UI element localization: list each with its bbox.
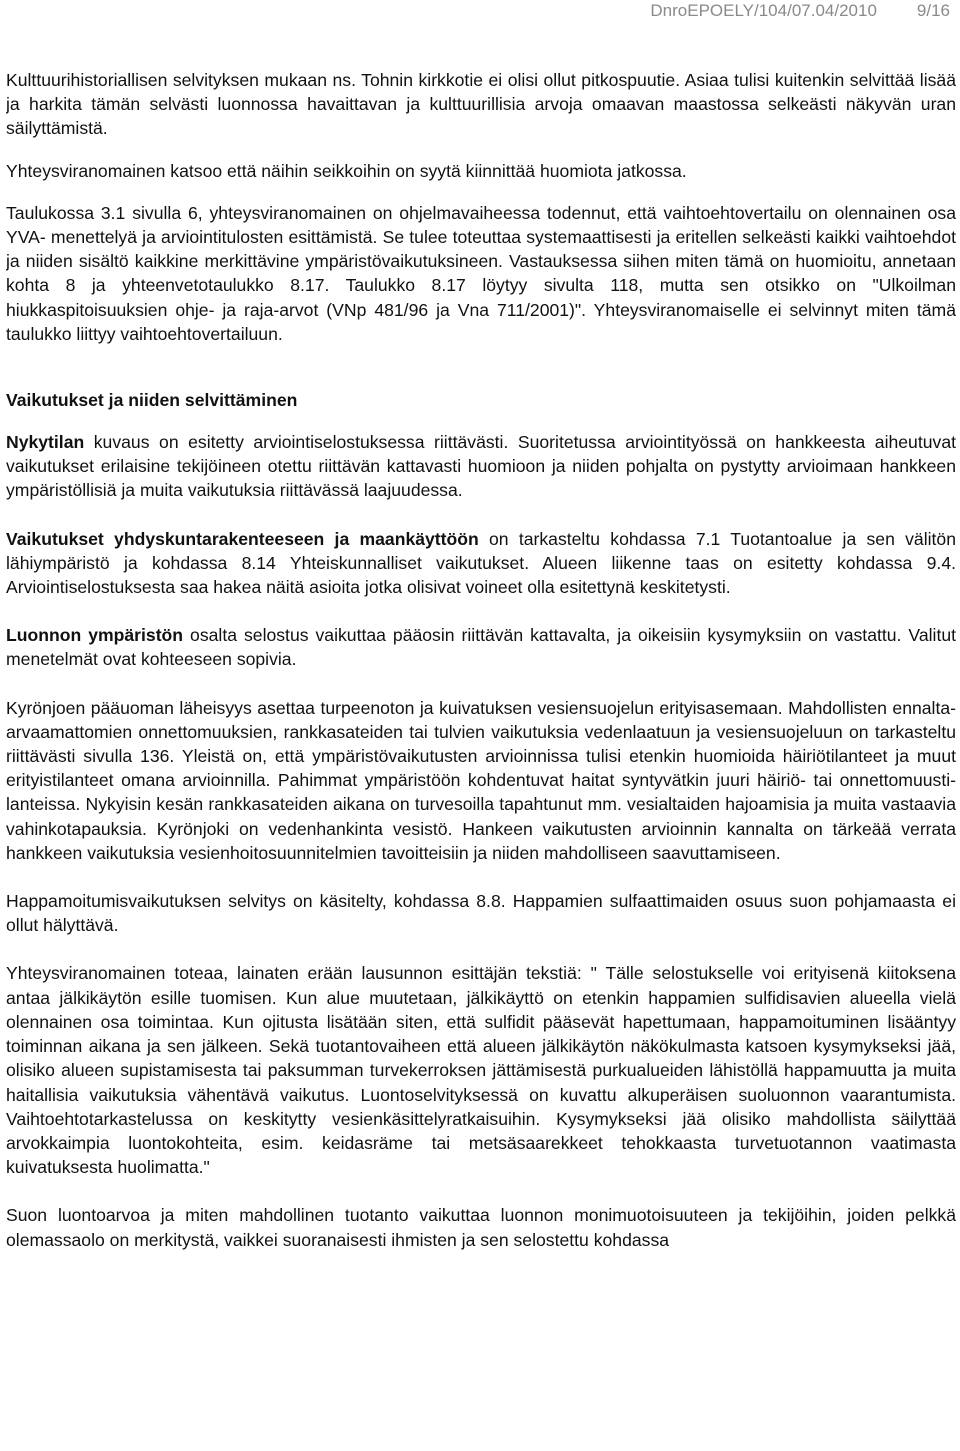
document-page <box>6 0 956 1451</box>
paragraph-yhdyskuntarakenne-lead: Vaikutukset yhdyskuntarakenteeseen ja maankäyttöön <box>6 528 479 549</box>
document-body <box>6 68 956 1252</box>
paragraph-happamoituminen: Happamoitumisvaikutuksen selvitys on käsitelty, kohdassa 8.8. Happamien sulfaattimaiden osuus suon pohjamaasta ei ollut hälyttävä. <box>6 891 956 936</box>
paragraph-yhdyskuntarakenne-text: on tarkasteltu kohdassa 7.1 Tuotantoalue ja sen välitön lähiympäristö ja kohdassa 8.14 Yhteiskunnalliset vaikutukset. Alueen liikenne taas on esitetty kohdassa 9.4. Arviointiselostuksesta saa hakea näitä asioita jotka olisivat voineet olla esitettynä keskitetysti. <box>6 528 956 598</box>
paragraph-luonnon-ymparisto-lead: Luonnon ympäristön <box>6 625 184 646</box>
page-number: 9/16 <box>916 1 950 20</box>
paragraph-yhdyskuntarakenne <box>6 527 956 600</box>
section-heading: Vaikutukset ja niiden selvittäminen <box>6 390 298 411</box>
paragraph-kirkkotie: Kulttuurihistoriallisen selvityksen mukaan ns. Tohnin kirkkotie ei olisi ollut pitkospuutie. Asiaa tulisi kuitenkin selvittää lisää ja harkita tämän selvästi luonnossa havaittavan ja kulttuurillisia arvoja omaavan maastossa selkeästi näkyvän uran säilyttämistä. <box>6 70 956 139</box>
paragraph-nykytila-text: kuvaus on esitetty arviointiselostuksessa riittävästi. Suoritetussa arviointityössä on hankkeesta aiheutuvat vaikutukset erilaisine tekijöineen otettu riittävän kattavasti huomioon ja niiden pohjalta on pystytty arvioimaan hankkeen ympäristöllisiä ja muita vaikutuksia riittävässä laajuudessa. <box>6 432 956 501</box>
paragraph-yhteysviranomainen-katsoo: Yhteysviranomainen katsoo että näihin seikkoihin on syytä kiinnittää huomiota jatkossa. <box>6 160 687 181</box>
paragraph-nykytila <box>6 430 956 503</box>
paragraph-taulukossa: Taulukossa 3.1 sivulla 6, yhteysviranomainen on ohjelmavaiheessa todennut, että vaihtoehtovertailu on olennainen osa YVA- menettelyä ja arviointitulosten esittämistä. Se tulee toteuttaa systemaattisesti ja eritellen selkeästi kaikki vaihtoehdot ja niiden sisältö kaikkine merkittävine ympäristövaikutuksineen. Vastauksessa siihen miten tämä on huomioitu, annetaan kohta 8 ja yhteenvetotaulukko 8.17. Taulukko 8.17 löytyy sivulta 118, mutta sen otsikko on "Ulkoilman hiukkaspitoisuuksien ohje- ja raja-arvot (VNp 481/96 ja Vna 711/2001)". Yhteysviranomaiselle ei selvinnyt miten tämä taulukko liittyy vaihtoehtovertailuun. <box>6 202 956 344</box>
paragraph-luonnon-ymparisto <box>6 623 956 671</box>
document-reference: DnroEPOELY/104/07.04/2010 <box>650 1 877 20</box>
paragraph-nykytila-lead: Nykytilan <box>6 432 85 453</box>
paragraph-kyronjoki: Kyrönjoen pääuoman läheisyys asettaa turpeenoton ja kuivatuksen vesiensuojelun erityisasemaan. Mahdollisten ennalta-arvaamattomien onnettomuuksien, rankkasateiden tai tulvien vaikutuksia vedenlaatuun ja vesiensuojeluun on tarkasteltu riittävästi sivulla 136. Yleistä on, että ympäristövaikutusten arvioinnissa tulisi etenkin huomioida häiriötilanteet ja muut erityistilanteet omana arvioinnilla. Pahimmat ympäristöön kohdentuvat haitat syntyvätkin juuri häiriö- tai onnettomuustilanteissa. Nykyisin kesän rankkasateiden aikana on turvesoilla tapahtunut mm. vesialtaiden hajoamisia ja muita vastaavia vahinkotapauksia. Kyrönjoki on vedenhankinta vesistö. Hankeen vaikutusten arvioinnin kannalta on tärkeää verrata hankkeen vaikutuksia vesienhoitosuunnitelmien tavoitteisiin ja niiden mahdolliseen saavuttamiseen. <box>6 697 956 863</box>
paragraph-lausunto: Yhteysviranomainen toteaa, lainaten erään lausunnon esittäjän tekstiä: " Tälle selostukselle voi erityisenä kiitoksena antaa jälkikäytön esille tuomisen. Kun alue muutetaan, jälkikäyttö on etenkin happamien sulfidisavien alueella vielä olennainen osa toimintaa. Kun ojitusta lisätään siten, että sulfidit pääsevät hapettumaan, happamoituminen lisääntyy toiminnan aikana ja sen jälkeen. Sekä tuotantovaiheen että alueen jälkikäytön näkökulmasta katsoen kysymykseksi jää, olisiko alueen supistamisesta tai paksumman turvekerroksen jättämisestä purkualueiden lähistöllä happamuutta ja muita haitallisia vaikutuksia vähentävä vaikutus. Luontoselvityksessä on kuvattu alkuperäisen suoluonnon vaarantumista. Vaihtoehtotarkastelussa on keskitytty vesienkäsittelyratkaisuihin. Kysymykseksi jää olisiko mahdollista säilyttää arvokkaimpia luontokohteita, esim. keidasräme tai metsäsaarekkeet tehokkaasta turvetuotannon vaatimasta kuivatuksesta huolimatta." <box>6 963 956 1178</box>
paragraph-luonnon-ymparisto-text: osalta selostus vaikuttaa pääosin riittävän kattavalta, ja oikeisiin kysymyksiin on vastattu. Valitut menetelmät ovat kohteeseen sopivia. <box>6 625 956 670</box>
page-header <box>650 0 950 22</box>
paragraph-luontoarvo: Suon luontoarvoa ja miten mahdollinen tuotanto vaikuttaa luonnon monimuotoisuuteen ja tekijöihin, joiden pelkkä olemassaolo on merkitystä, vaikkei suoranaisesti ihmisten ja sen selostettu kohdassa <box>6 1205 956 1250</box>
